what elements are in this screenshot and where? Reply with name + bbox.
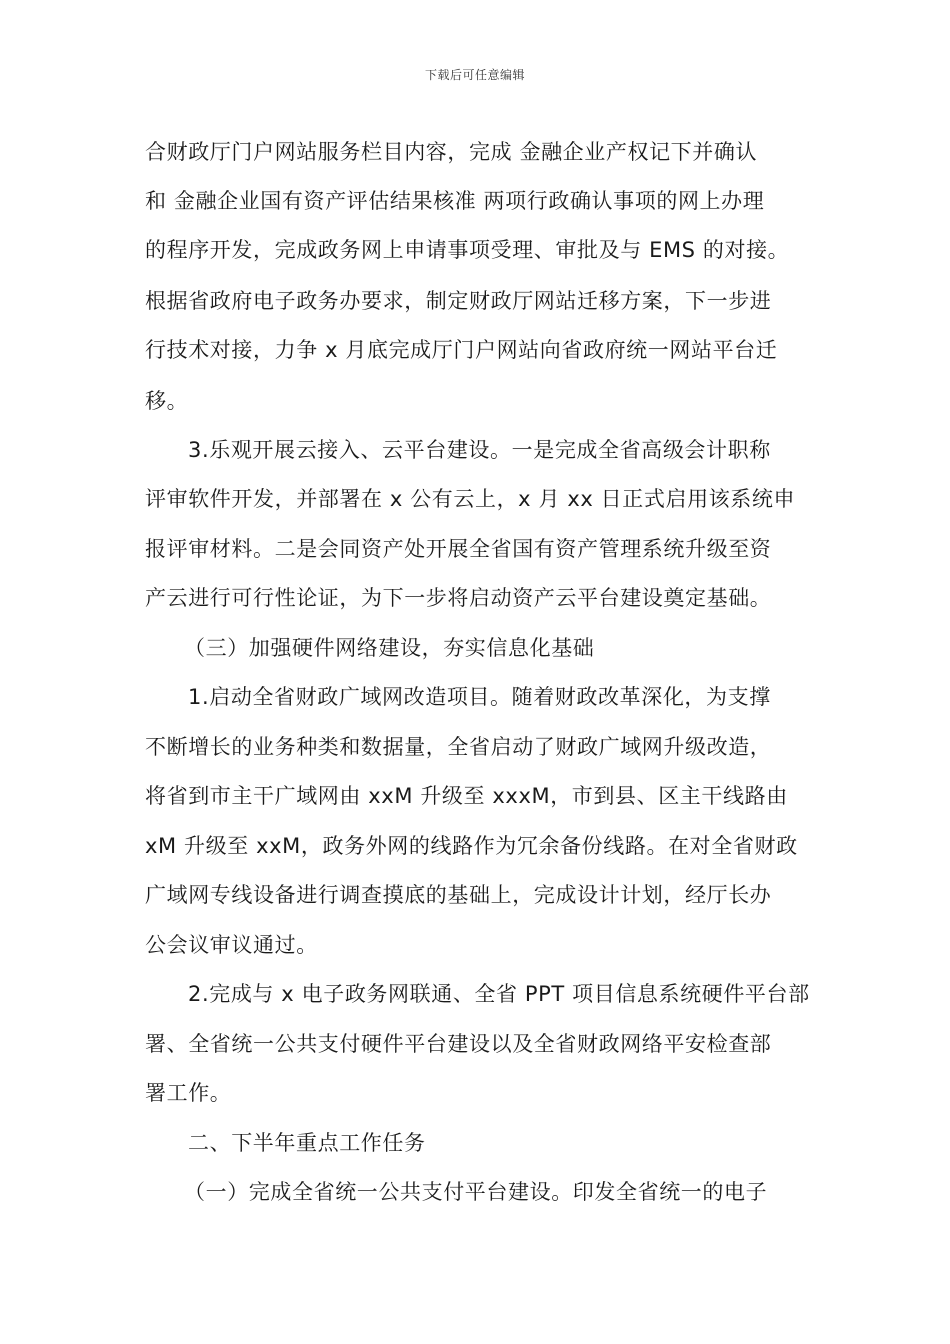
body-line: 2.完成与 x 电子政务网联通、全省 PPT 项目信息系统硬件平台部 (188, 982, 810, 1006)
body-line: 根据省政府电子政务办要求，制定财政厅网站迁移方案，下一步进 (145, 289, 772, 313)
body-line: 将省到市主干广域网由 xxM 升级至 xxxM，市到县、区主干线路由 (145, 784, 788, 808)
body-line: 和 金融企业国有资产评估结果核准 两项行政确认事项的网上办理 (145, 189, 765, 213)
section-heading: 二、下半年重点工作任务 (188, 1131, 426, 1155)
page-header: 下载后可任意编辑 (424, 68, 525, 82)
body-line: 署工作。 (145, 1081, 232, 1105)
body-line: 产云进行可行性论证，为下一步将启动资产云平台建设奠定基础。 (145, 586, 772, 610)
body-line: 署、全省统一公共支付硬件平台建设以及全省财政网络平安检查部 (145, 1032, 772, 1056)
body-line: 评审软件开发，并部署在 x 公有云上，x 月 xx 日正式启用该系统申 (145, 487, 796, 511)
body-line: 合财政厅门户网站服务栏目内容，完成 金融企业产权记下并确认 (145, 140, 758, 164)
body-line: 移。 (145, 389, 189, 413)
body-line: 不断增长的业务种类和数据量，全省启动了财政广域网升级改造， (145, 735, 772, 759)
body-line: （一）完成全省统一公共支付平台建设。印发全省统一的电子 (184, 1180, 768, 1204)
body-line: 1.启动全省财政广域网改造项目。随着财政改革深化，为支撑 (188, 685, 771, 709)
body-line: 报评审材料。二是会同资产处开展全省国有资产管理系统升级至资 (145, 537, 772, 561)
body-line: 的程序开发，完成政务网上申请事项受理、审批及与 EMS 的对接。 (145, 238, 790, 262)
section-heading: （三）加强硬件网络建设，夯实信息化基础 (184, 636, 595, 660)
body-line: xM 升级至 xxM，政务外网的线路作为冗余备份线路。在对全省财政 (145, 834, 798, 858)
body-line: 行技术对接，力争 x 月底完成厅门户网站向省政府统一网站平台迁 (145, 338, 778, 362)
body-line: 3.乐观开展云接入、云平台建设。一是完成全省高级会计职称 (188, 438, 771, 462)
body-line: 公会议审议通过。 (145, 933, 318, 957)
body-line: 广域网专线设备进行调查摸底的基础上，完成设计计划，经厅长办 (145, 883, 772, 907)
